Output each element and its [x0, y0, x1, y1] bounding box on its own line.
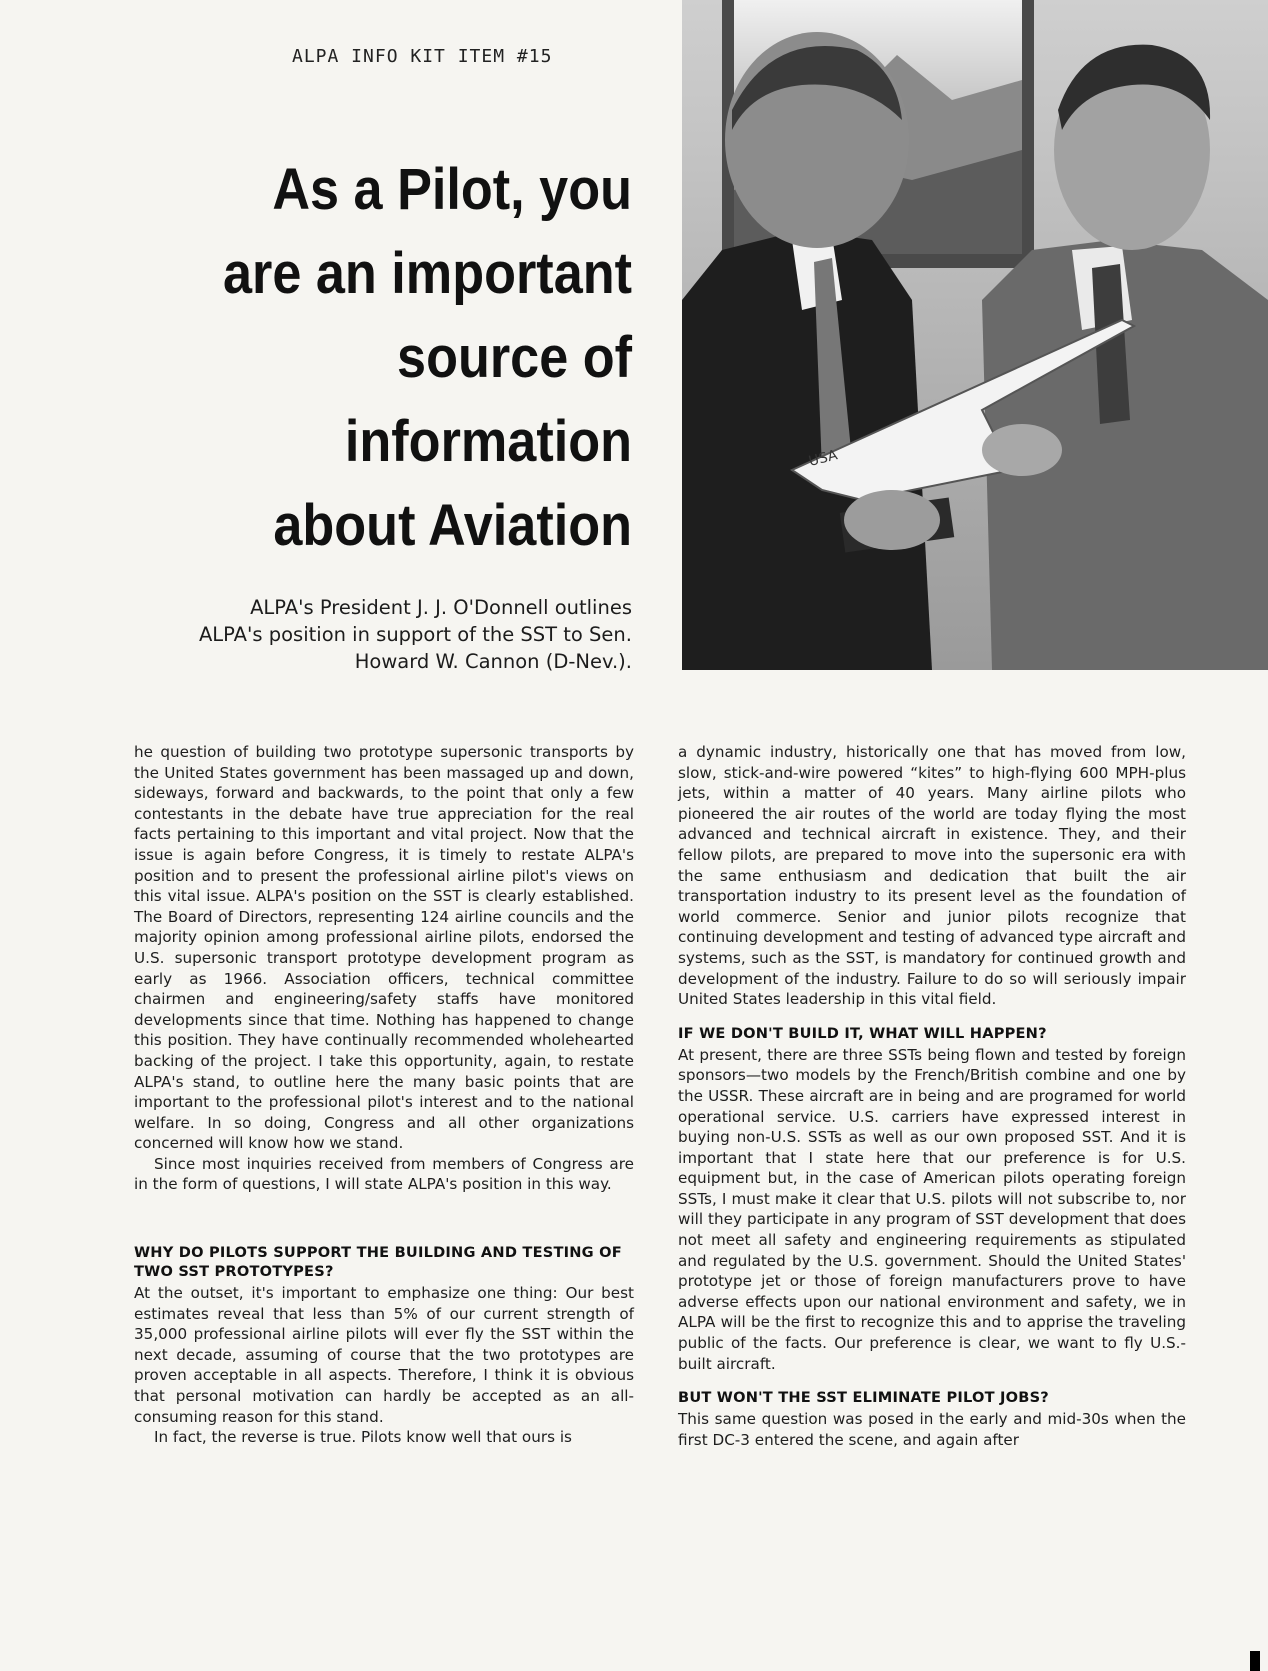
- intro-paragraph: Since most inquiries received from members of Congress are in the form of questions, I will state ALPA's position in this way.: [134, 1154, 634, 1194]
- headline: [171, 148, 632, 568]
- model-marking: USA: [807, 447, 840, 470]
- headline-line: about Aviation: [273, 493, 632, 558]
- subhead-line: ALPA's position in support of the SST to Sen.: [198, 623, 632, 646]
- body-paragraph: At present, there are three SSTs being flown and tested by foreign sponsors—two models by the French/British combine and one by the USSR. These aircraft are in being and are programed for world operational service. U.S. carriers have expressed interest in buying non-U.S. SSTs as well as our own proposed SST. And it is important that I state here that our preference is for U.S. equipment but, in the case of American pilots operating foreign SSTs, I must make it clear that U.S. pilots will not subscribe to, nor will they participate in any program of SST development that does not meet all safety and engineering requirements as stipulated and regulated by the U.S. government. Should the United States' prototype jet or those of foreign manufacturers prove to have adverse effects upon our national environment and safety, we in ALPA will be the first to recognize this and to apprise the traveling public of the facts. Our preference is clear, we want to fly U.S.-built aircraft.: [678, 1045, 1186, 1373]
- section-heading: IF WE DON'T BUILD IT, WHAT WILL HAPPEN?: [678, 1024, 1047, 1042]
- info-kit-tag: ALPA INFO KIT ITEM #15: [292, 46, 553, 67]
- photo-two-men-with-sst-model: [682, 0, 1268, 670]
- right-text-column: [678, 742, 1186, 1450]
- body-paragraph: a dynamic industry, historically one that has moved from low, slow, stick-and-wire powered “kites” to high-flying 600 MPH-plus jets, within a matter of 40 years. Many airline pilots who pioneered the air routes of the world are today flying the most advanced and technical aircraft in existence. They, and their fellow pilots, are prepared to move into the supersonic era with the same enthusiasm and dedication that built the air transportation industry to its present level as the foundation of world commerce. Senior and junior pilots recognize that continuing development and testing of advanced type aircraft and systems, such as the SST, is mandatory for continued growth and development of the industry. Failure to do so will seriously impair United States leadership in this vital field.: [678, 743, 1186, 1009]
- subhead: [120, 594, 632, 675]
- headline-line: information: [344, 409, 632, 474]
- body-paragraph: In fact, the reverse is true. Pilots know well that ours is: [154, 1428, 572, 1447]
- intro-paragraph: he question of building two prototype supersonic transports by the United States government has been massaged up and down, sideways, forward and backwards, to the point that only a few contestants in the debate have true appreciation for the real facts pertaining to this important and vital project. Now that the issue is again before Congress, it is timely to restate ALPA's position and to present the professional airline pilot's views on this vital issue. ALPA's position on the SST is clearly established. The Board of Directors, representing 124 airline councils and the majority opinion among professional airline pilots, endorsed the U.S. supersonic transport prototype development program as early as 1966. Association officers, technical committee chairmen and engineering/safety staffs have monitored developments since that time. Nothing has happened to change this position. They have continually recommended wholehearted backing of the project. I take this opportunity, again, to restate ALPA's stand, to outline here the many basic points that are important to the professional pilot's interest and to the national welfare. In so doing, Congress and all other organizations concerned will know how we stand.: [134, 743, 634, 1153]
- subhead-line: Howard W. Cannon (D-Nev.).: [354, 650, 632, 673]
- left-text-column: [134, 742, 634, 1448]
- page-edge-mark: [1250, 1651, 1260, 1671]
- headline-line: source of: [397, 325, 632, 390]
- section-heading: WHY DO PILOTS SUPPORT THE BUILDING AND TESTING OF TWO SST PROTOTYPES?: [134, 1244, 622, 1281]
- headline-line: As a Pilot, you: [272, 157, 632, 222]
- body-paragraph: This same question was posed in the early and mid-30s when the first DC-3 entered the scene, and again after: [678, 1410, 1186, 1449]
- section-heading: BUT WON'T THE SST ELIMINATE PILOT JOBS?: [678, 1389, 1049, 1407]
- body-paragraph: At the outset, it's important to emphasize one thing: Our best estimates reveal that less than 5% of our current strength of 35,000 professional airline pilots will ever fly the SST within the next decade, assuming of course that the two prototypes are proven acceptable in all aspects. Therefore, I think it is obvious that personal motivation can hardly be accepted as an all-consuming reason for this stand.: [134, 1284, 634, 1426]
- subhead-line: ALPA's President J. J. O'Donnell outlines: [250, 596, 632, 619]
- headline-line: are an important: [223, 241, 632, 306]
